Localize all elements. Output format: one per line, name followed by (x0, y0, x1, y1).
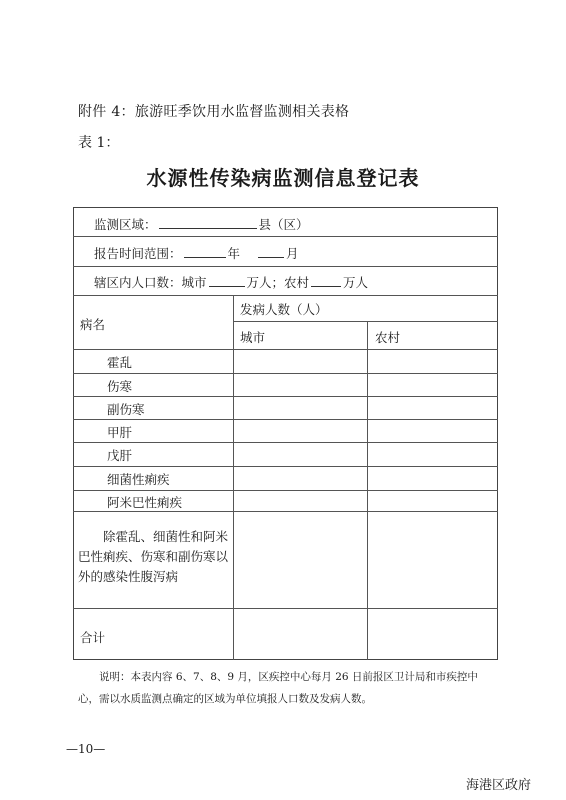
row-divider (73, 511, 498, 512)
cases-column-header: 发病人数（人） (240, 302, 328, 317)
row-divider (73, 266, 498, 267)
area-label: 监测区域： (94, 217, 157, 232)
table-note: 说明：本表内容 6、7、8、9 月，区疾控中心每月 26 日前报区卫计局和市疾控中心，需以水质监测点确定的区域为单位填报人口数及发病人数。 (78, 671, 478, 705)
page-number: —10— (66, 742, 106, 756)
row-divider (73, 396, 498, 397)
rural-column-header: 农村 (375, 330, 401, 345)
form-title: 水源性传染病监测信息登记表 (146, 166, 420, 190)
disease-column-header: 病名 (80, 317, 106, 332)
population-unit-city: 万人；农村 (246, 275, 310, 290)
row-divider (233, 321, 498, 322)
population-unit-rural: 万人 (343, 275, 369, 290)
period-label: 报告时间范围： (94, 246, 182, 261)
row-divider (73, 419, 498, 420)
other-diarrhea-row-label: 除霍乱、细菌性和阿米巴性痢疾、伤寒和副伤寒以外的感染性腹泻病 (78, 529, 229, 584)
row-divider (73, 236, 498, 237)
total-row-label: 合计 (80, 630, 106, 645)
year-blank[interactable] (184, 245, 226, 258)
table-label: 表 1： (78, 135, 120, 151)
row-divider (73, 373, 498, 374)
population-label: 辖区内人口数：城市 (94, 275, 207, 290)
row-divider (73, 442, 498, 443)
row-divider (73, 349, 498, 350)
month-blank[interactable] (258, 245, 284, 258)
row-divider (73, 466, 498, 467)
row-divider (73, 295, 498, 296)
disease-row-label: 伤寒 (107, 379, 133, 394)
city-pop-blank[interactable] (209, 274, 245, 287)
disease-row-label: 戊肝 (107, 448, 133, 463)
area-blank[interactable] (159, 216, 257, 229)
column-divider (233, 295, 234, 660)
area-suffix: 县（区） (258, 217, 309, 232)
disease-row-label: 阿米巴性痢疾 (107, 495, 183, 510)
year-label: 年 (227, 246, 241, 261)
disease-row-label: 副伤寒 (107, 402, 145, 417)
city-column-header: 城市 (240, 330, 266, 345)
population-row (94, 273, 368, 291)
period-row (94, 244, 299, 262)
disease-row-label: 甲肝 (107, 425, 133, 440)
disease-row-label: 细菌性痢疾 (107, 472, 170, 487)
rural-pop-blank[interactable] (311, 274, 341, 287)
row-divider (73, 490, 498, 491)
month-label: 月 (286, 246, 299, 261)
source-watermark: 海港区政府 (466, 778, 532, 793)
attachment-heading: 附件 4：旅游旺季饮用水监督监测相关表格 (78, 104, 350, 120)
column-divider (367, 321, 368, 660)
area-row (94, 215, 309, 233)
row-divider (73, 608, 498, 609)
disease-row-label: 霍乱 (107, 355, 133, 370)
